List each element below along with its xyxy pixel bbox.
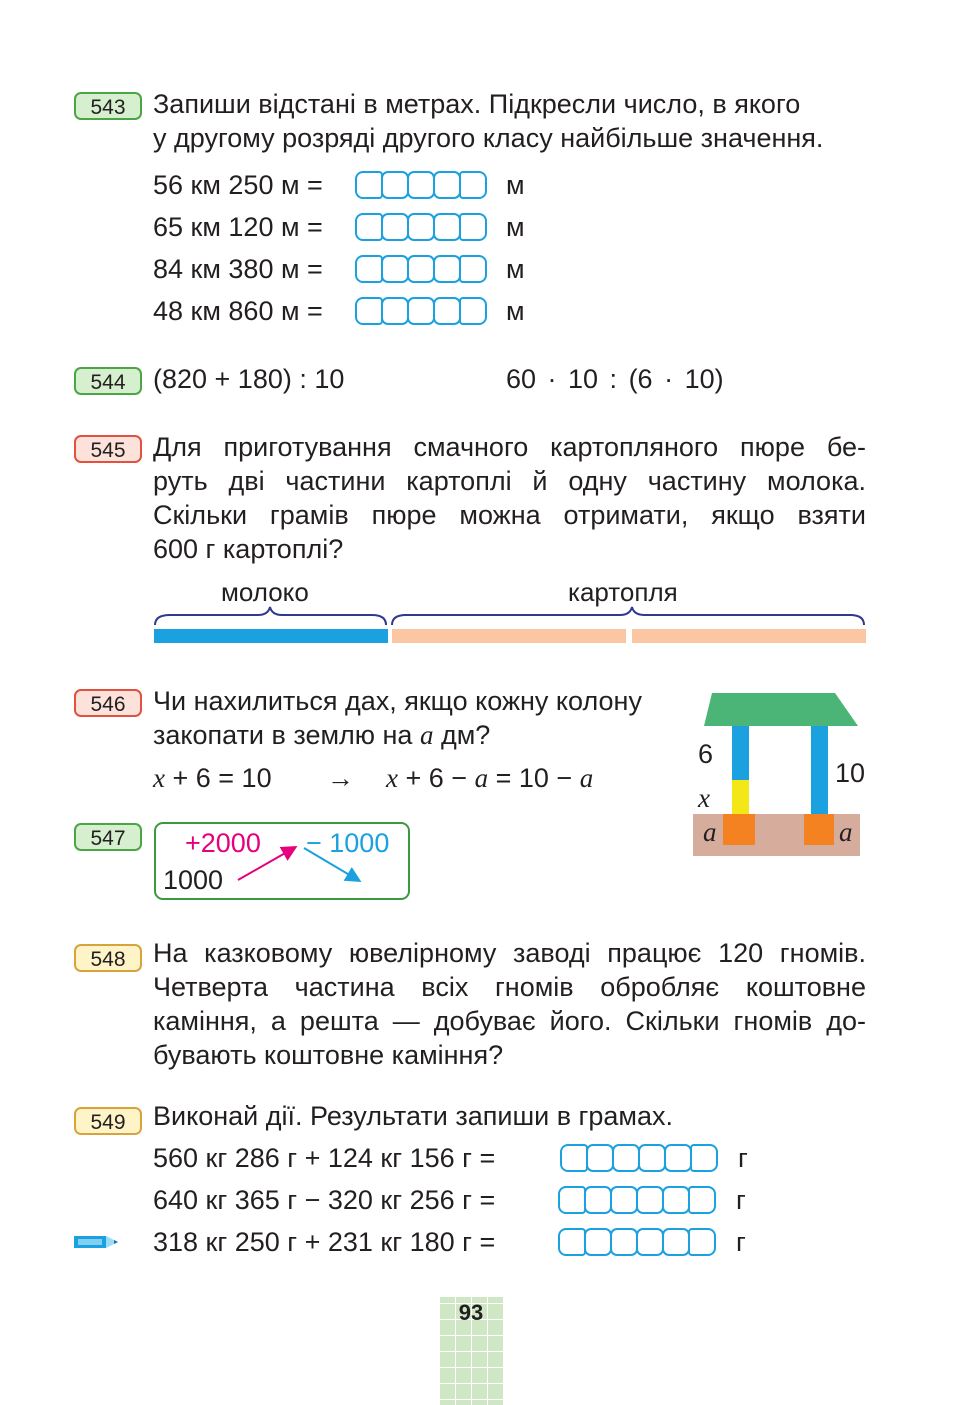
task-548-line3: каміння, а решта — добуває його. Скільки гномів до-	[153, 1006, 866, 1036]
task-543-row1-unit: м	[506, 170, 525, 200]
brace-milk	[155, 607, 386, 625]
figure-label-6: 6	[698, 739, 714, 769]
task-545-line2: руть дві частини картоплі й одну частину молока.	[153, 466, 866, 496]
bar-milk	[154, 629, 388, 643]
task-543-row4-expr: 48 км 860 м =	[153, 296, 323, 326]
ground	[693, 814, 860, 856]
figure-label-a-right: a	[839, 817, 853, 847]
task-544-expr1: (820 + 180) : 10	[153, 364, 345, 394]
arrow-plus	[238, 848, 294, 880]
task-549-row2-unit: г	[736, 1185, 746, 1215]
task-545-line1: Для приготування смачного картопляного пюре бе-	[153, 432, 866, 462]
page-number: 93	[458, 1300, 484, 1325]
task-546-equation2: x + 6 − a = 10 − a	[386, 763, 594, 793]
task-543-row2-expr: 65 км 120 м =	[153, 212, 323, 242]
arrow-minus	[304, 848, 358, 880]
roof	[704, 693, 858, 726]
task-543-line2: у другому розряді другого класу найбільше значення.	[153, 123, 824, 153]
task-549-row1-expr: 560 кг 286 г + 124 кг 156 г =	[153, 1143, 496, 1173]
task-549-row3-expr: 318 кг 250 г + 231 кг 180 г =	[153, 1227, 496, 1257]
task-549-row3-unit: г	[736, 1227, 746, 1257]
task-number-549: 549	[74, 1107, 142, 1135]
task-549-row2-expr: 640 кг 365 г − 320 кг 256 г =	[153, 1185, 496, 1215]
task-549-row1-answer[interactable]	[560, 1144, 716, 1172]
diagram-label-milk: молоко	[221, 577, 309, 607]
task-number-543: 543	[74, 92, 142, 120]
buried-right	[804, 814, 834, 845]
column-right	[811, 726, 828, 814]
task-544-expr2: 60 · 10 : (6 · 10)	[506, 364, 724, 394]
task-545-line4: 600 г картоплі?	[153, 534, 344, 564]
pencil-icon	[72, 1232, 122, 1257]
task-543-row2-answer[interactable]	[355, 213, 485, 241]
bar-potato-1	[392, 629, 626, 643]
task-549-line1: Виконай дії. Результати запиши в грамах.	[153, 1101, 674, 1131]
task-543-row4-answer[interactable]	[355, 297, 485, 325]
task-547-start: 1000	[163, 865, 224, 895]
task-546-line1: Чи нахилиться дах, якщо кожну колону	[153, 686, 642, 716]
brace-potato	[392, 607, 864, 625]
task-number-544: 544	[74, 367, 142, 395]
task-549-row1-unit: г	[738, 1143, 748, 1173]
task-543-row2-unit: м	[506, 212, 525, 242]
figure-label-10: 10	[835, 758, 866, 788]
figure-label-a-left: a	[703, 817, 717, 847]
task-543-row1-answer[interactable]	[355, 171, 485, 199]
task-number-547: 547	[74, 823, 142, 851]
column-left-x	[732, 780, 749, 814]
task-543-row4-unit: м	[506, 296, 525, 326]
task-547-arrows	[230, 840, 370, 890]
task-547-plus: +2000	[185, 828, 261, 858]
task-543-row3-unit: м	[506, 254, 525, 284]
task-545-line3: Скільки грамів пюре можна отримати, якщо взяти	[153, 500, 866, 530]
task-543-row1-expr: 56 км 250 м =	[153, 170, 323, 200]
task-546-line2: закопати в землю на a дм?	[153, 720, 491, 750]
task-number-546: 546	[74, 689, 142, 717]
task-546-equation1: x + 6 = 10	[153, 763, 272, 793]
task-543-line1: Запиши відстані в метрах. Підкресли число, в якого	[153, 89, 801, 119]
task-number-545: 545	[74, 435, 142, 463]
arrow-icon: →	[327, 763, 354, 793]
task-548-line1: На казковому ювелірному заводі працює 120 гномів.	[153, 938, 866, 968]
column-left-upper	[732, 726, 749, 780]
task-547-minus: − 1000	[306, 828, 390, 858]
task-548-line2: Четверта частина всіх гномів обробляє коштовне	[153, 972, 866, 1002]
task-549-row3-answer[interactable]	[558, 1228, 714, 1256]
task-number-548: 548	[74, 944, 142, 972]
buried-left	[723, 814, 755, 845]
diagram-label-potato: картопля	[568, 577, 678, 607]
task-543-row3-answer[interactable]	[355, 255, 485, 283]
figure-label-x: x	[698, 783, 710, 813]
task-549-row2-answer[interactable]	[558, 1186, 714, 1214]
task-543-row3-expr: 84 км 380 м =	[153, 254, 323, 284]
bar-potato-2	[632, 629, 866, 643]
task-548-line4: бувають коштовне каміння?	[153, 1040, 504, 1070]
segment-diagram	[150, 605, 870, 650]
